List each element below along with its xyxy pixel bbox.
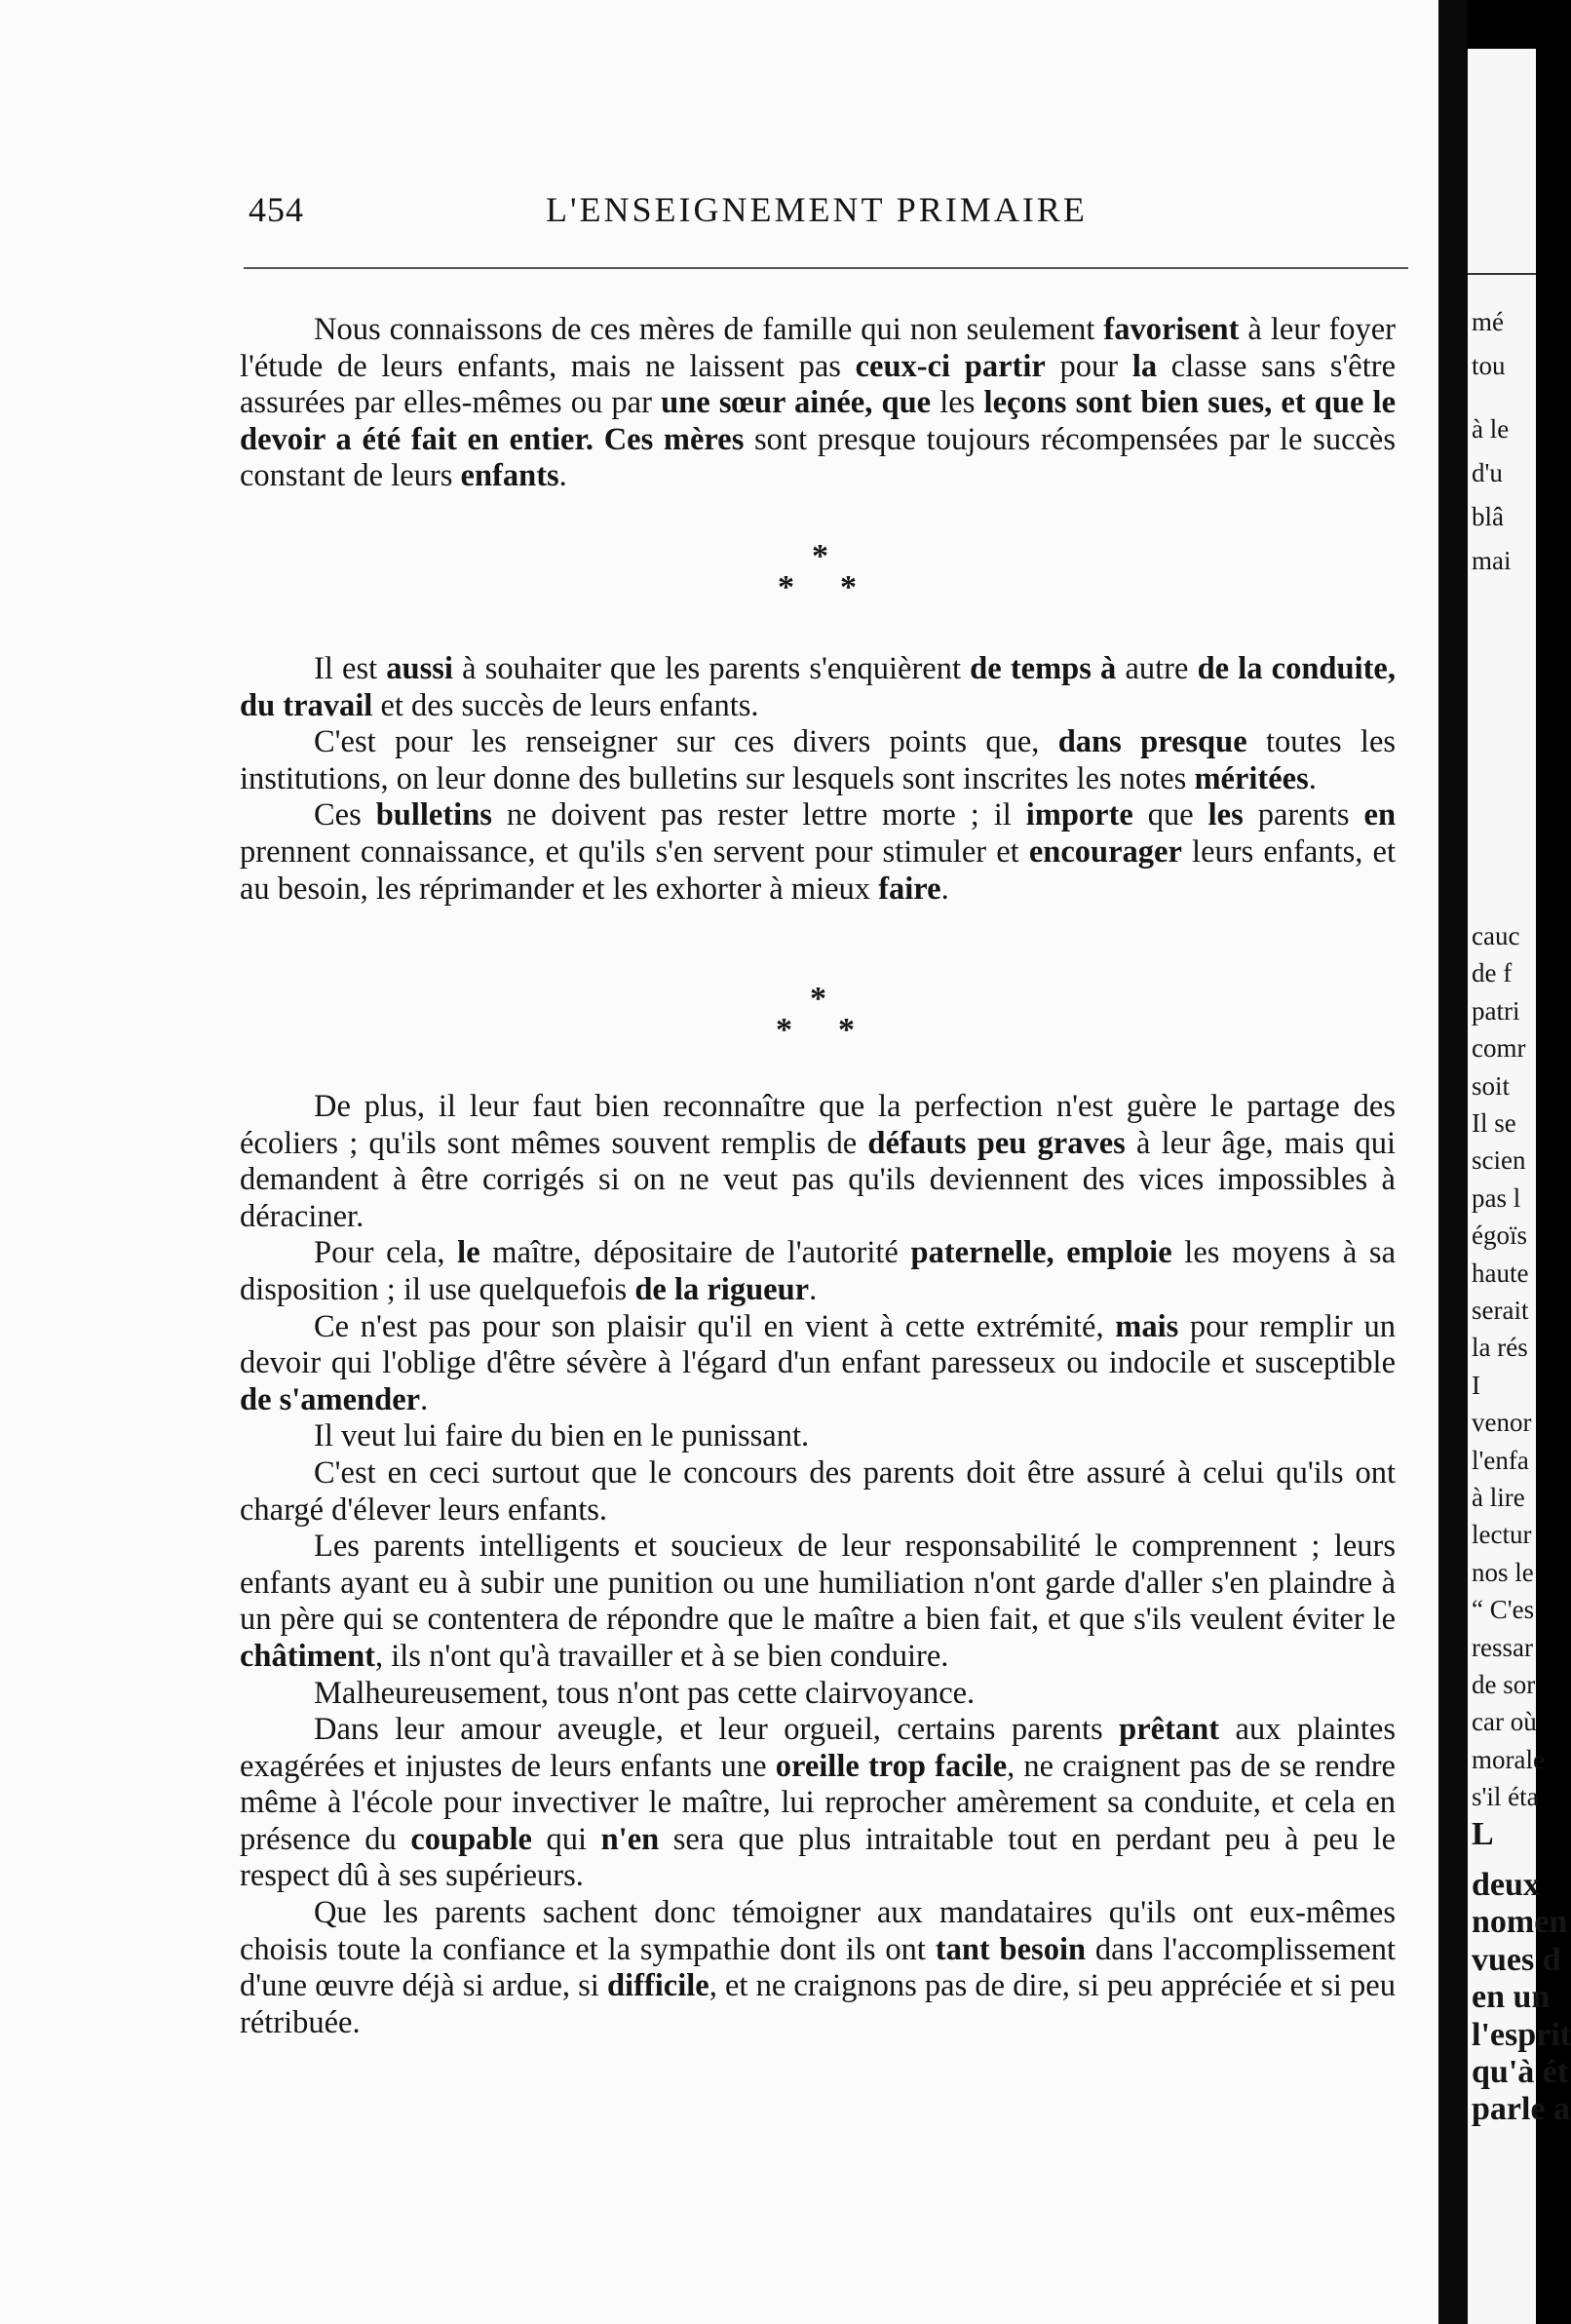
page-header [249,189,1410,238]
paragraph: Que les parents sachent donc témoigner aux mandataires qu'ils ont eux-mêmes choisis toute la confiance et la sympathie dont ils ont tant besoin dans l'accomplissement d'une œuvre déjà si ardue, si difficile, et ne craignons pas de dire, si peu appréciée et si peu rétribuée. [240,1895,1396,2040]
next-page-fragment: ressar [1472,1632,1533,1662]
next-page-fragment: qu'à ét [1472,2054,1569,2090]
running-title: L'ENSEIGNEMENT PRIMAIRE [546,190,1088,229]
next-page-fragment: patri [1472,995,1520,1026]
next-page-fragment: I [1472,1370,1480,1400]
next-page-fragment: comr [1472,1033,1526,1064]
next-page-fragment: deux [1472,1867,1540,1903]
next-page-fragment: cauc [1472,921,1520,950]
next-page-fragment: soit [1472,1070,1511,1101]
next-page-fragment: à le [1472,414,1510,444]
next-page-fragment: L [1472,1815,1494,1852]
asterisk: * [810,981,826,1017]
next-page-fragment: vues d [1472,1941,1561,1978]
next-page-fragment: nomen [1472,1904,1568,1941]
next-page-fragment: la rés [1472,1333,1528,1363]
paragraph: Les parents intelligents et soucieux de leur responsabilité le comprennent ; leurs enfants ayant eu à subir une punition ou une humiliation n'ont garde d'aller s'en plaindre à un père qui se contentera de répondre que le maître a bien fait, et que s'ils veulent éviter le châtiment, ils n'ont qu'à travailler et à se bien conduire. [240,1529,1396,1674]
section-3 [240,1089,1396,2041]
next-page-fragment: s'il éta [1472,1782,1539,1812]
paragraph: C'est en ceci surtout que le concours des parents doit être assuré à celui qu'ils ont chargé d'élever leurs enfants. [240,1454,1396,1528]
next-page-fragment: “ C'es [1472,1595,1535,1625]
paragraph: Malheureusement, tous n'ont pas cette clairvoyance. [314,1675,976,1711]
adjacent-page-edge [1468,49,1571,2324]
next-page-fragment: pas l [1472,1182,1521,1213]
section-divider [756,981,873,1049]
paragraph: Nous connaissons de ces mères de famille qui non seulement favorisent à leur foyer l'étude de leurs enfants, mais ne laissent pas ceux-ci partir pour la classe sans s'être assurées par elles-mêmes ou par une sœur ainée, que les leçons sont bien sues, et que le devoir a été fait en entier. Ces mères sont presque toujours récompensées par le succès constant de leurs enfants. [240,312,1397,494]
next-page-fragment: nos le [1472,1557,1534,1587]
paragraph: Pour cela, le maître, dépositaire de l'autorité paternelle, emploie les moyens à sa disposition ; il use quelquefois de la rigueur. [240,1235,1397,1307]
next-page-fragment: mé [1472,307,1504,336]
next-page-fragment: d'u [1472,458,1503,487]
paragraph: Ce n'est pas pour son plaisir qu'il en vient à cette extrémité, mais pour remplir un devoir qui l'oblige d'être sévère à l'égard d'un enfant paresseux ou indocile et susceptible de s'amender. [240,1308,1396,1417]
asterisk: * [778,569,794,605]
next-page-fragment: tou [1472,351,1506,380]
next-page-fragment: Il se [1472,1108,1516,1138]
next-page-fragment: serait [1472,1296,1529,1325]
next-page-fragment: en un [1472,1979,1551,2016]
page-number: 454 [249,190,304,229]
section-divider [758,538,875,606]
next-page-fragment: mai [1472,546,1512,575]
next-page-fragment: de f [1472,958,1513,988]
next-page-fragment: blâ [1472,502,1504,531]
next-page-fragment: lectur [1472,1520,1532,1550]
asterisk: * [812,538,828,574]
section-2 [240,651,1396,908]
next-page-fragment: venor [1472,1408,1532,1438]
asterisk: * [776,1012,792,1048]
next-page-fragment: parle a [1472,2091,1571,2128]
header-rule [244,267,1408,269]
paragraph: C'est pour les renseigner sur ces divers points que, dans presque toutes les institutions, on leur donne des bulletins sur lesquels sont inscrites les notes méritées. [240,724,1397,796]
next-page-fragment: l'esprit [1472,2016,1571,2053]
next-page-fragment: morale [1472,1744,1545,1774]
header-rule [1468,273,1536,275]
next-page-fragment: de sor [1472,1670,1536,1699]
next-page-fragment: l'enfa [1472,1445,1529,1475]
next-page-fragment: haute [1472,1258,1529,1288]
paragraph: Il est aussi à souhaiter que les parents s'enquièrent de temps à autre de la conduite, du travail et des succès de leurs enfants. [240,651,1396,723]
book-gutter [1438,0,1468,2324]
paragraph: Ces bulletins ne doivent pas rester lettre morte ; il importe que les parents en prennent connaissance, et qu'ils s'en servent pour stimuler et encourager leurs enfants, et au besoin, les réprimander et les exhorter à mieux faire. [240,797,1397,907]
next-page-fragment: égoïs [1472,1220,1527,1251]
next-page-fragment: car où [1472,1707,1537,1737]
next-page-fragment: à lire [1472,1483,1525,1512]
asterisk: * [840,569,857,605]
asterisk: * [838,1012,855,1048]
next-page-fragment: scien [1472,1145,1526,1176]
section-1 [240,312,1396,495]
paragraph: Dans leur amour aveugle, et leur orgueil, certains parents prêtant aux plaintes exagérées et injustes de leurs enfants une oreille trop facile, ne craignent pas de se rendre même à l'école pour invectiver le maître, lui reprocher amèrement sa conduite, et cela en présence du coupable qui n'en sera que plus intraitable tout en perdant peu à peu le respect dû à ses supérieurs. [240,1712,1397,1894]
paragraph: Il veut lui faire du bien en le punissant. [314,1418,810,1454]
paragraph: De plus, il leur faut bien reconnaître que la perfection n'est guère le partage des écoliers ; qu'ils sont mêmes souvent remplis de défauts peu graves à leur âge, mais qui demandent à être corrigés si on ne veut pas qu'ils deviennent des vices impossibles à déraciner. [240,1089,1396,1234]
